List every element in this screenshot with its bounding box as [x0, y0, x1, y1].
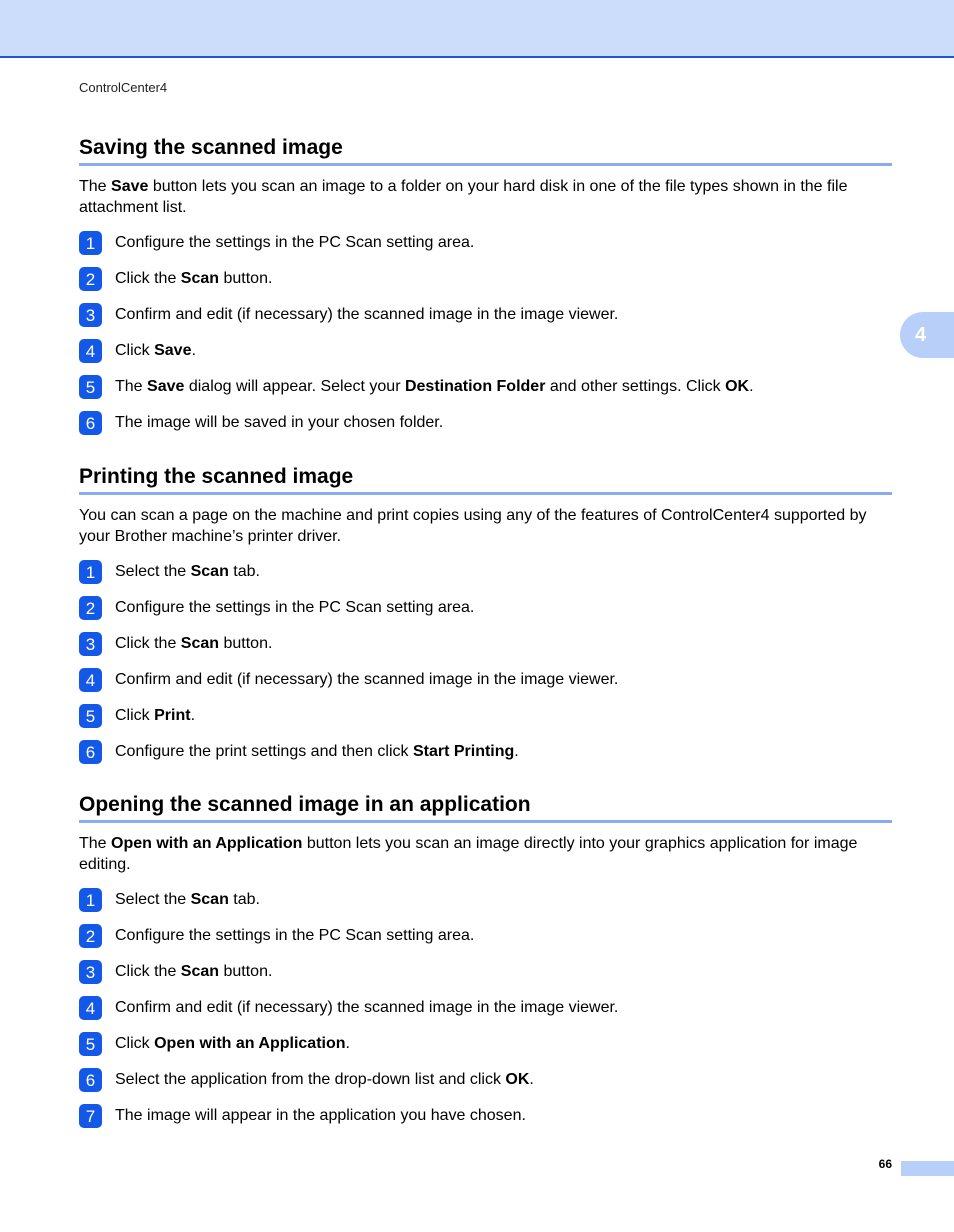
step-number-badge: 1 — [79, 888, 102, 912]
step-number-badge: 6 — [79, 740, 102, 764]
step-text — [115, 927, 474, 945]
step-text — [115, 270, 272, 288]
text-run: Click the — [115, 963, 181, 980]
step-text — [115, 599, 474, 617]
text-run: Configure the print settings and then click — [115, 743, 413, 760]
bold-term: OK — [725, 378, 750, 395]
step-item — [79, 554, 892, 590]
step-text — [115, 635, 272, 653]
step-number-badge: 2 — [79, 924, 102, 948]
text-run: Select the — [115, 563, 191, 580]
step-number-badge: 3 — [79, 303, 102, 327]
section-printing — [79, 464, 892, 770]
text-run: Configure the settings in the PC Scan setting area. — [115, 234, 475, 251]
text-run: . — [749, 378, 754, 395]
step-text — [115, 1107, 526, 1125]
step-item — [79, 369, 892, 405]
bold-term: Scan — [180, 635, 220, 652]
bold-term: Destination Folder — [404, 378, 546, 395]
text-run: Select the application from the drop-down list and click — [115, 1071, 506, 1088]
text-run: The image will appear in the application you have chosen. — [115, 1107, 526, 1124]
header-band — [0, 0, 954, 58]
text-run: . — [191, 342, 196, 359]
step-number-badge: 2 — [79, 267, 102, 291]
text-run: button lets you scan an image to a folder on your hard disk in one of the file types shown in the file attachment list. — [79, 178, 848, 216]
step-item — [79, 698, 892, 734]
text-run: and other settings. Click — [545, 378, 726, 395]
bold-term: Start Printing — [412, 743, 515, 760]
footer-band — [901, 1161, 954, 1176]
step-item — [79, 297, 892, 333]
bold-term: Save — [147, 378, 185, 395]
text-run: Click — [115, 707, 155, 724]
section-intro — [79, 176, 892, 218]
step-number-badge: 4 — [79, 668, 102, 692]
step-number-badge: 6 — [79, 411, 102, 435]
step-list — [79, 554, 892, 770]
text-run: Confirm and edit (if necessary) the scanned image in the image viewer. — [115, 999, 619, 1016]
step-item — [79, 882, 892, 918]
text-run: Click the — [115, 635, 181, 652]
step-text — [115, 707, 195, 725]
step-number-badge: 3 — [79, 632, 102, 656]
chapter-number: 4 — [915, 323, 927, 346]
step-item — [79, 954, 892, 990]
text-run: The image will be saved in your chosen folder. — [115, 414, 444, 431]
step-list — [79, 225, 892, 441]
section-title: Saving the scanned image — [79, 135, 892, 166]
step-item — [79, 626, 892, 662]
step-text — [115, 342, 196, 360]
text-run: . — [190, 707, 196, 724]
text-run: button. — [219, 270, 273, 287]
text-run: button. — [219, 963, 273, 980]
step-number-badge: 1 — [79, 231, 102, 255]
text-run: tab. — [228, 891, 260, 908]
step-item — [79, 405, 892, 441]
section-opening — [79, 792, 892, 1134]
bold-term: Save — [111, 178, 149, 195]
step-text — [115, 999, 618, 1017]
step-text — [115, 1071, 534, 1089]
step-list — [79, 882, 892, 1134]
step-item — [79, 261, 892, 297]
step-item — [79, 1098, 892, 1134]
bold-term: Save — [154, 342, 192, 359]
text-run: button. — [219, 635, 273, 652]
text-run: Click the — [115, 270, 181, 287]
section-intro — [79, 833, 892, 875]
step-number-badge: 5 — [79, 1032, 102, 1056]
bold-term: Scan — [180, 963, 220, 980]
text-run: . — [345, 1035, 350, 1052]
bold-term: Scan — [190, 563, 229, 580]
step-number-badge: 7 — [79, 1104, 102, 1128]
text-run: You can scan a page on the machine and print copies using any of the features of ControlCenter4 supported by your Brother machine’s printer driver. — [79, 507, 867, 545]
step-item — [79, 1062, 892, 1098]
step-text — [115, 378, 754, 396]
step-number-badge: 2 — [79, 596, 102, 620]
text-run: . — [529, 1071, 534, 1088]
section-intro — [79, 505, 892, 547]
step-text — [115, 963, 272, 981]
bold-term: Open with an Application — [154, 1035, 346, 1052]
bold-term: Scan — [180, 270, 220, 287]
step-text — [115, 671, 618, 689]
step-text — [115, 563, 260, 581]
step-item — [79, 990, 892, 1026]
step-item — [79, 333, 892, 369]
step-number-badge: 4 — [79, 996, 102, 1020]
step-item — [79, 1026, 892, 1062]
text-run: tab. — [228, 563, 260, 580]
bold-term: Print — [154, 707, 191, 724]
text-run: The — [79, 835, 112, 852]
text-run: Confirm and edit (if necessary) the scanned image in the image viewer. — [115, 671, 619, 688]
text-run: Click — [115, 342, 155, 359]
text-run: dialog will appear. Select your — [184, 378, 405, 395]
bold-term: OK — [505, 1071, 530, 1088]
page-number: 66 — [878, 1157, 892, 1171]
step-text — [115, 234, 474, 252]
step-number-badge: 5 — [79, 375, 102, 399]
step-item — [79, 662, 892, 698]
bold-term: Open with an Application — [111, 835, 303, 852]
text-run: The — [79, 178, 112, 195]
step-text — [115, 306, 618, 324]
step-item — [79, 918, 892, 954]
step-text — [115, 414, 443, 432]
step-item — [79, 734, 892, 770]
text-run: The — [115, 378, 148, 395]
step-number-badge: 4 — [79, 339, 102, 363]
section-title: Opening the scanned image in an application — [79, 792, 892, 823]
step-item — [79, 590, 892, 626]
step-number-badge: 5 — [79, 704, 102, 728]
text-run: Select the — [115, 891, 191, 908]
text-run: Click — [115, 1035, 155, 1052]
bold-term: Scan — [190, 891, 229, 908]
section-title: Printing the scanned image — [79, 464, 892, 495]
text-run: button lets you scan an image directly into your graphics application for image editing. — [79, 835, 858, 873]
step-number-badge: 6 — [79, 1068, 102, 1092]
step-item — [79, 225, 892, 261]
section-saving — [79, 135, 892, 441]
text-run: . — [514, 743, 519, 760]
text-run: Configure the settings in the PC Scan setting area. — [115, 599, 475, 616]
step-text — [115, 891, 260, 909]
step-number-badge: 1 — [79, 560, 102, 584]
step-text — [115, 1035, 350, 1053]
step-text — [115, 743, 519, 761]
text-run: Confirm and edit (if necessary) the scanned image in the image viewer. — [115, 306, 619, 323]
text-run: Configure the settings in the PC Scan setting area. — [115, 927, 475, 944]
step-number-badge: 3 — [79, 960, 102, 984]
chapter-tab — [900, 312, 954, 358]
running-header: ControlCenter4 — [79, 80, 168, 95]
